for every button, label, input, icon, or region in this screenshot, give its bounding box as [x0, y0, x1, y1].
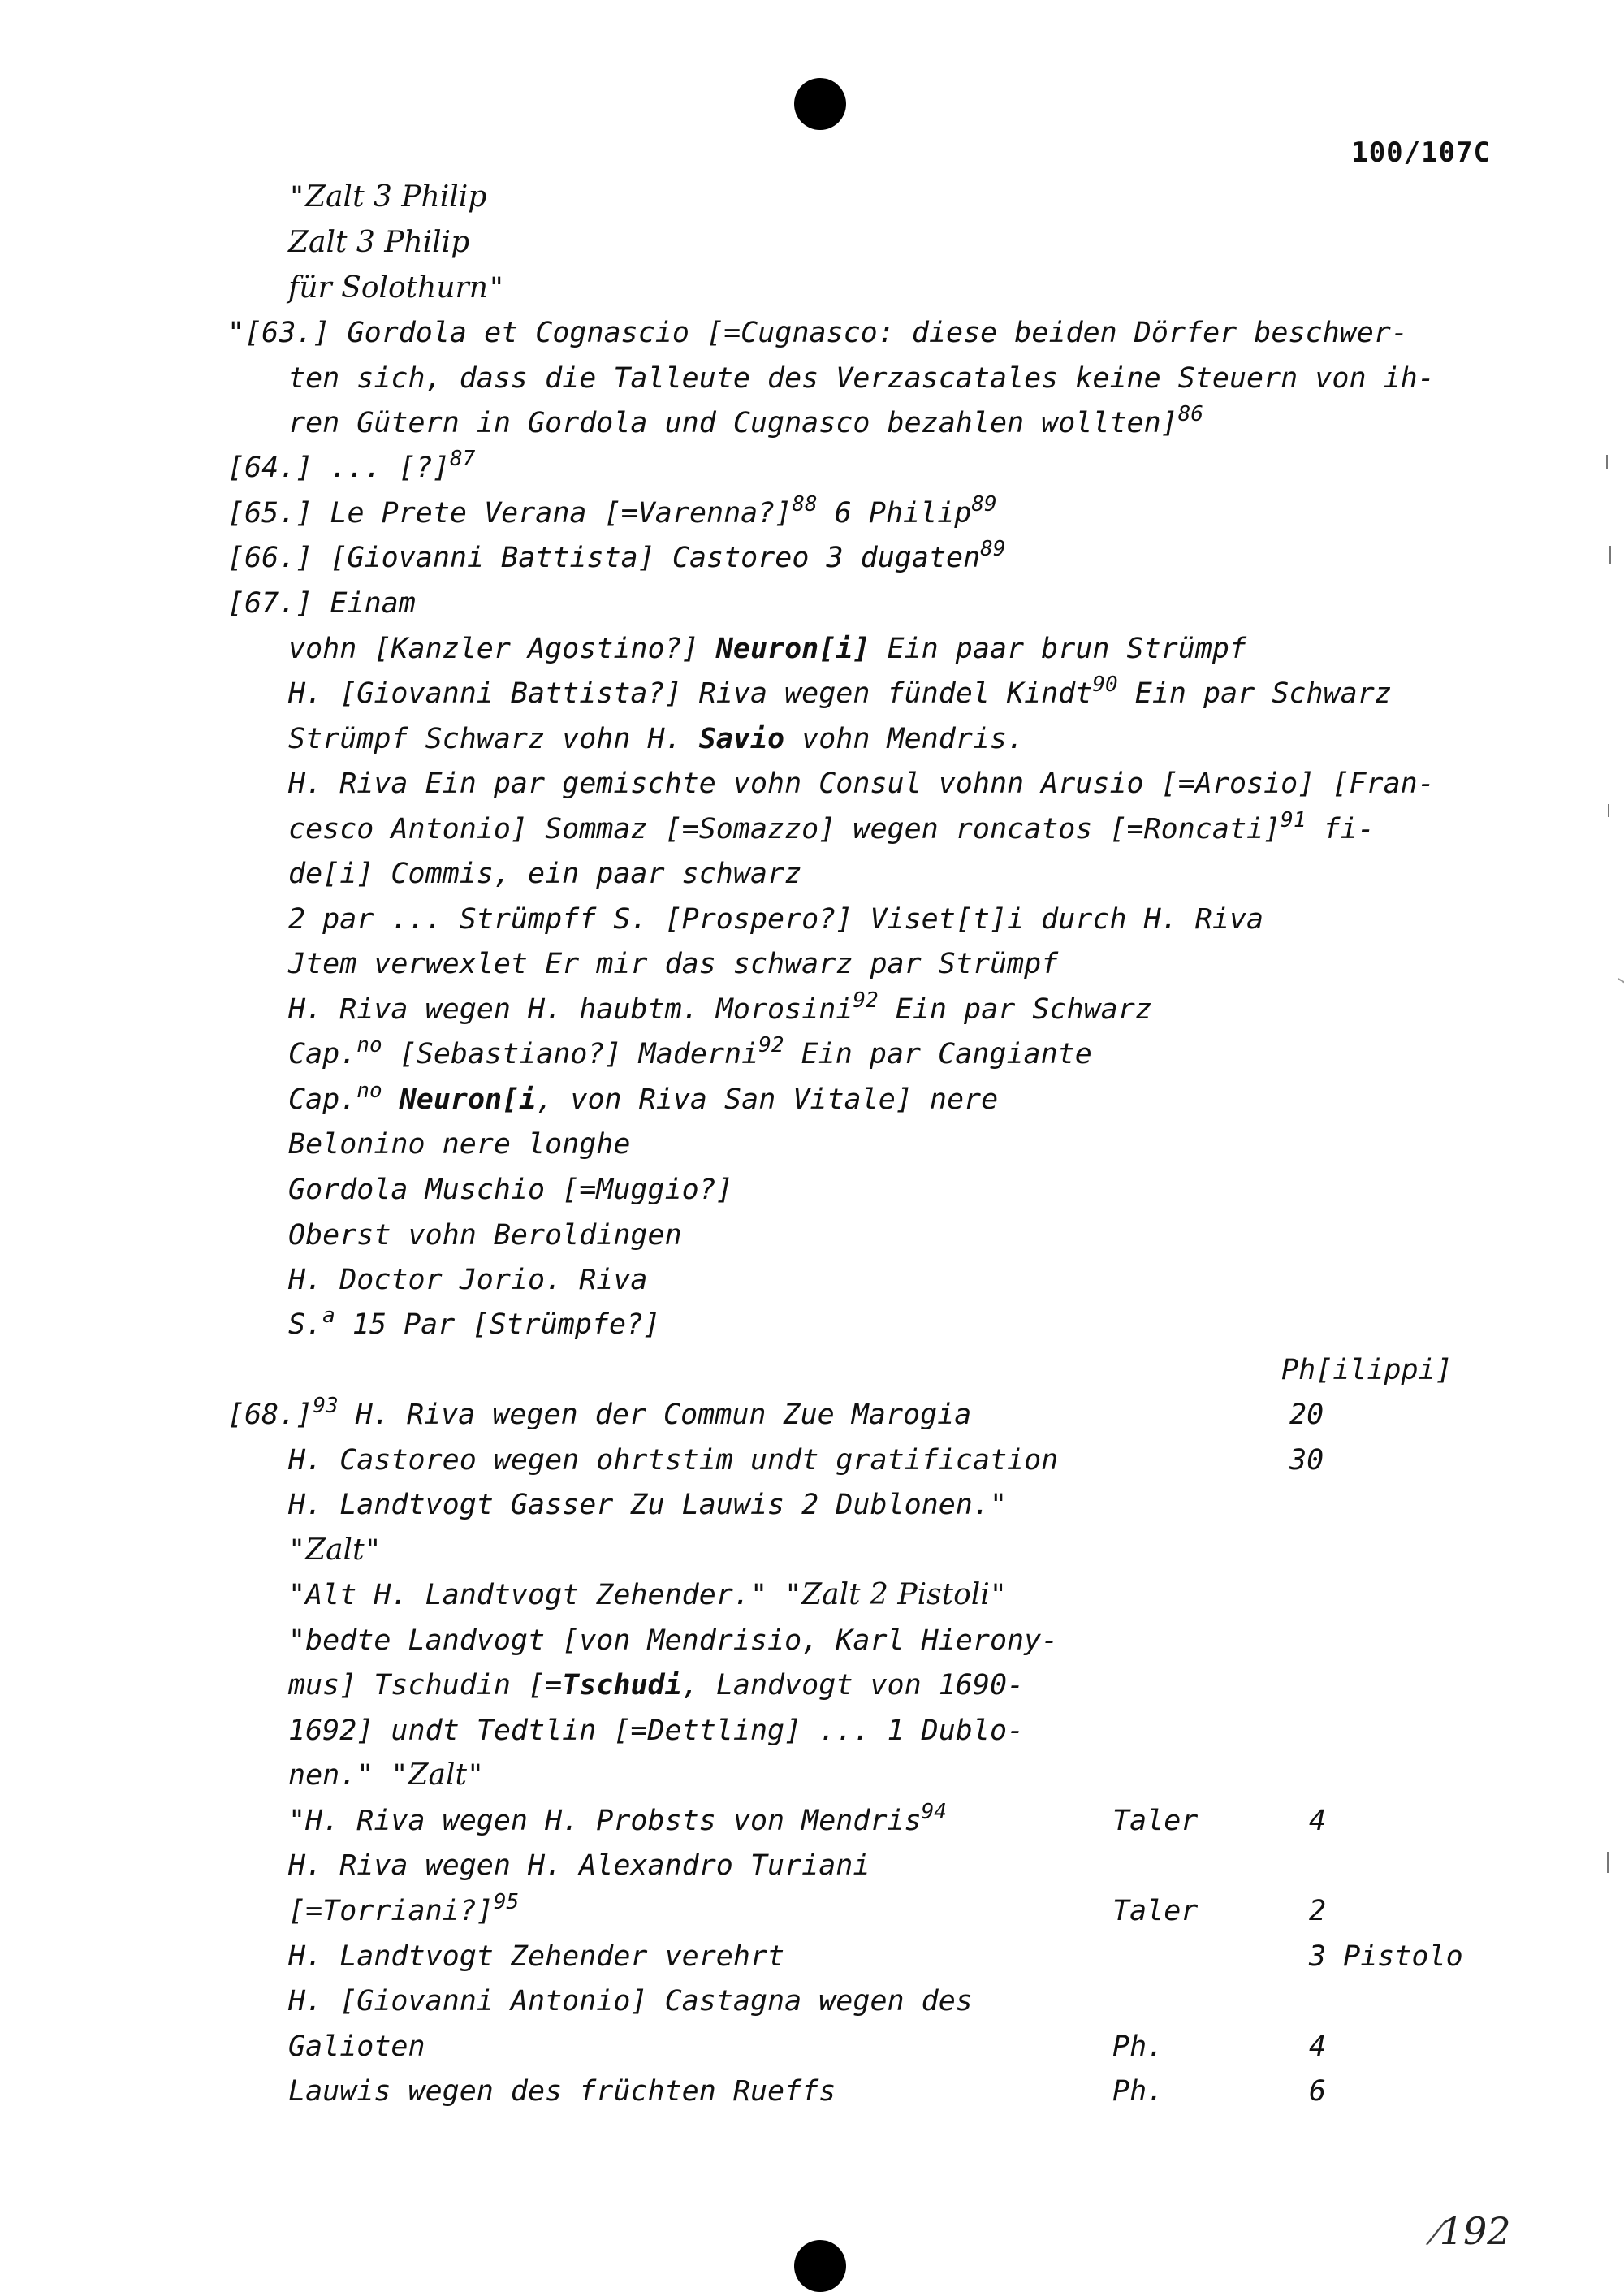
- text-line: [288, 768, 1435, 800]
- punch-hole-top: [794, 78, 846, 130]
- text-segment: Jtem verwexlet Er mir das schwarz par Strümpf: [288, 948, 1059, 980]
- footnote-marker: 92: [758, 1033, 784, 1057]
- text-segment: Galioten: [288, 2030, 425, 2063]
- text-segment: "Alt H. Landtvogt Zehender." ": [288, 1579, 802, 1611]
- text-line: [1112, 1805, 1198, 1837]
- text-line: [288, 362, 1435, 395]
- text-line: [288, 1174, 733, 1206]
- text-line: [288, 1444, 1058, 1477]
- text-line: [288, 1669, 1024, 1702]
- text-line: [288, 723, 1024, 755]
- text-segment: [=Torriani?]: [288, 1895, 494, 1927]
- handwritten-text: Zalt: [408, 1758, 467, 1792]
- bold-name: Neuron[i: [399, 1083, 537, 1116]
- text-segment: "[63.] Gordola et Cognascio [=Cugnasco: diese beiden Dörfer beschwer-: [227, 317, 1408, 349]
- handwritten-text: für Solothurn: [288, 271, 488, 305]
- text-segment: 2: [1309, 1895, 1327, 1927]
- text-segment: ": [288, 1534, 306, 1567]
- text-segment: Ph[ilippi]: [1281, 1354, 1453, 1386]
- text-line: [1309, 2075, 1326, 2108]
- scan-speck: [1618, 978, 1624, 996]
- text-segment: 15 Par [Strümpfe?]: [335, 1308, 661, 1341]
- text-segment: Cap.: [288, 1083, 357, 1116]
- text-line: [288, 1534, 382, 1567]
- text-line: [288, 1800, 947, 1837]
- text-segment: , von Riva San Vitale] nere: [536, 1083, 999, 1116]
- text-segment: ": [288, 181, 306, 214]
- text-line: [288, 1304, 661, 1341]
- text-line: [288, 227, 469, 259]
- text-segment: ": [364, 1534, 382, 1567]
- text-line: [1281, 1354, 1453, 1386]
- footnote-marker: 93: [313, 1394, 339, 1418]
- text-segment: H. [Giovanni Antonio] Castagna wegen des: [288, 1985, 973, 2017]
- text-line: [288, 903, 1263, 936]
- text-segment: Lauwis wegen des früchten Rueffs: [288, 2075, 836, 2108]
- text-line: [1309, 1940, 1463, 1973]
- text-line: [1112, 2075, 1164, 2108]
- text-segment: 6: [1309, 2075, 1327, 2108]
- text-segment: 4: [1309, 2030, 1327, 2063]
- text-segment: "bedte Landvogt [von Mendrisio, Karl Hierony-: [288, 1624, 1059, 1657]
- text-segment: ": [487, 272, 505, 305]
- bold-name: Tschudi: [562, 1669, 682, 1702]
- text-segment: [67.] Einam: [227, 587, 416, 620]
- text-segment: Gordola Muschio [=Muggio?]: [288, 1174, 733, 1206]
- text-segment: ": [466, 1759, 485, 1792]
- text-line: [227, 537, 1006, 574]
- text-line: [288, 2075, 836, 2108]
- text-segment: H. Castoreo wegen ohrtstim undt gratification: [288, 1444, 1059, 1477]
- document-reference: 100/107C: [1351, 136, 1491, 169]
- text-segment: 20: [1289, 1399, 1324, 1431]
- text-line: [288, 858, 801, 890]
- text-segment: [68.]: [227, 1399, 313, 1431]
- footnote-marker: 90: [1092, 672, 1118, 697]
- text-segment: [66.] [Giovanni Battista] Castoreo 3 dugaten: [227, 542, 981, 574]
- text-line: [227, 587, 416, 620]
- text-line: [288, 272, 505, 305]
- scan-speck: [1608, 804, 1609, 817]
- text-line: [288, 1940, 784, 1973]
- text-line: [288, 1079, 999, 1116]
- footnote-marker: 87: [449, 447, 476, 471]
- text-line: [288, 1264, 648, 1296]
- text-line: [288, 988, 1152, 1026]
- text-segment: vohn [Kanzler Agostino?]: [288, 633, 716, 665]
- text-segment: H. Doctor Jorio. Riva: [288, 1264, 648, 1296]
- text-segment: Ph.: [1112, 2030, 1164, 2063]
- text-line: [288, 1715, 1024, 1747]
- text-line: [1309, 1895, 1326, 1927]
- bold-name: Neuron[i]: [715, 633, 870, 665]
- text-segment: cesco Antonio] Sommaz [=Somazzo] wegen roncatos [=Roncati]: [288, 813, 1281, 845]
- text-line: [227, 492, 997, 530]
- text-line: [288, 808, 1375, 845]
- footnote-marker: 91: [1281, 808, 1307, 832]
- text-line: [1112, 2030, 1164, 2063]
- bold-name: Savio: [698, 723, 785, 755]
- text-segment: H. Riva wegen H. Alexandro Turiani: [288, 1849, 870, 1882]
- text-segment: H. Landtvogt Zehender verehrt: [288, 1940, 785, 1973]
- text-line: [288, 948, 1058, 980]
- text-segment: 2 par ... Strümpff S. [Prospero?] Viset[t]i durch H. Riva: [288, 903, 1264, 936]
- text-line: [288, 402, 1204, 439]
- text-line: [288, 1890, 520, 1927]
- footnote-marker: no: [356, 1079, 382, 1103]
- footnote-marker: 89: [980, 537, 1006, 561]
- text-line: [288, 1489, 1007, 1521]
- text-line: [227, 447, 476, 484]
- text-line: [288, 181, 486, 214]
- text-line: [288, 1219, 682, 1252]
- text-segment: 3 Pistolo: [1309, 1940, 1463, 1973]
- text-line: [288, 1849, 870, 1882]
- text-line: [1309, 1805, 1326, 1837]
- text-segment: "H. Riva wegen H. Probsts von Mendris: [288, 1805, 922, 1837]
- text-segment: 1692] undt Tedtlin [=Dettling] ... 1 Dublo-: [288, 1715, 1025, 1747]
- text-segment: 6 Philip: [817, 497, 972, 530]
- text-line: [1289, 1444, 1324, 1477]
- text-segment: mus] Tschudin [=: [288, 1669, 563, 1702]
- text-line: [288, 1624, 1058, 1657]
- text-segment: Strümpf Schwarz vohn H.: [288, 723, 699, 755]
- text-segment: H. [Giovanni Battista?] Riva wegen fündel Kindt: [288, 677, 1093, 710]
- text-segment: [Sebastiano?] Maderni: [382, 1038, 759, 1070]
- handwritten-text: Zalt 2 Pistoli: [801, 1578, 990, 1611]
- scan-speck: [1607, 1852, 1609, 1873]
- text-segment: Ein par Schwarz: [1117, 677, 1392, 710]
- text-segment: 4: [1309, 1805, 1327, 1837]
- text-segment: vohn Mendris.: [784, 723, 1025, 755]
- text-line: [227, 1394, 972, 1431]
- text-segment: Ph.: [1112, 2075, 1164, 2108]
- text-segment: Ein par Schwarz: [878, 993, 1152, 1026]
- text-segment: 30: [1289, 1444, 1324, 1477]
- text-line: [288, 1759, 484, 1792]
- footnote-marker: 86: [1177, 402, 1204, 426]
- text-segment: [64.] ... [?]: [227, 452, 450, 484]
- handwritten-text: Zalt 3 Philip: [288, 226, 470, 259]
- scan-speck: [1609, 546, 1611, 564]
- footnote-marker: 88: [792, 492, 818, 517]
- text-segment: Taler: [1112, 1805, 1199, 1837]
- text-line: [288, 1128, 630, 1161]
- footnote-marker: 89: [971, 492, 997, 517]
- text-segment: [382, 1083, 400, 1116]
- text-line: [288, 1985, 973, 2017]
- footnote-marker: 95: [493, 1890, 520, 1914]
- footnote-marker: 94: [921, 1800, 947, 1824]
- text-segment: Oberst vohn Beroldingen: [288, 1219, 682, 1252]
- text-line: [288, 1033, 1092, 1070]
- text-segment: ": [989, 1579, 1007, 1611]
- text-segment: Ein par Cangiante: [784, 1038, 1092, 1070]
- footnote-marker: no: [356, 1033, 382, 1057]
- punch-hole-bottom: [794, 2240, 846, 2292]
- text-line: [288, 1579, 1007, 1611]
- text-segment: H. Landtvogt Gasser Zu Lauwis 2 Dublonen.": [288, 1489, 1008, 1521]
- text-segment: Belonino nere longhe: [288, 1128, 631, 1161]
- text-line: [288, 672, 1392, 710]
- scan-speck: [1606, 455, 1608, 469]
- handwritten-text: Zalt: [305, 1533, 365, 1567]
- footnote-marker: 92: [853, 988, 879, 1013]
- handwritten-page-number: ⁄192: [1434, 2209, 1511, 2253]
- text-line: [1309, 2030, 1326, 2063]
- text-segment: de[i] Commis, ein paar schwarz: [288, 858, 802, 890]
- text-line: [227, 317, 1408, 349]
- text-line: [1112, 1895, 1198, 1927]
- text-segment: H. Riva wegen der Commun Zue Marogia: [338, 1399, 972, 1431]
- text-line: [288, 2030, 425, 2063]
- text-segment: , Landvogt von 1690-: [681, 1669, 1025, 1702]
- text-segment: nen." ": [288, 1759, 408, 1792]
- footnote-marker: a: [322, 1304, 335, 1328]
- text-segment: ten sich, dass die Talleute des Verzascatales keine Steuern von ih-: [288, 362, 1435, 395]
- text-segment: fi-: [1306, 813, 1375, 845]
- text-segment: Taler: [1112, 1895, 1199, 1927]
- text-segment: H. Riva wegen H. haubtm. Morosini: [288, 993, 853, 1026]
- handwritten-text: Zalt 3 Philip: [305, 180, 487, 214]
- text-segment: ren Gütern in Gordola und Cugnasco bezahlen wollten]: [288, 407, 1178, 439]
- text-segment: H. Riva Ein par gemischte vohn Consul vohnn Arusio [=Arosio] [Fran-: [288, 768, 1435, 800]
- text-segment: Ein paar brun Strümpf: [870, 633, 1247, 665]
- text-segment: Cap.: [288, 1038, 357, 1070]
- text-line: [1289, 1399, 1324, 1431]
- text-line: [288, 633, 1246, 665]
- text-segment: [65.] Le Prete Verana [=Varenna?]: [227, 497, 793, 530]
- text-segment: S.: [288, 1308, 323, 1341]
